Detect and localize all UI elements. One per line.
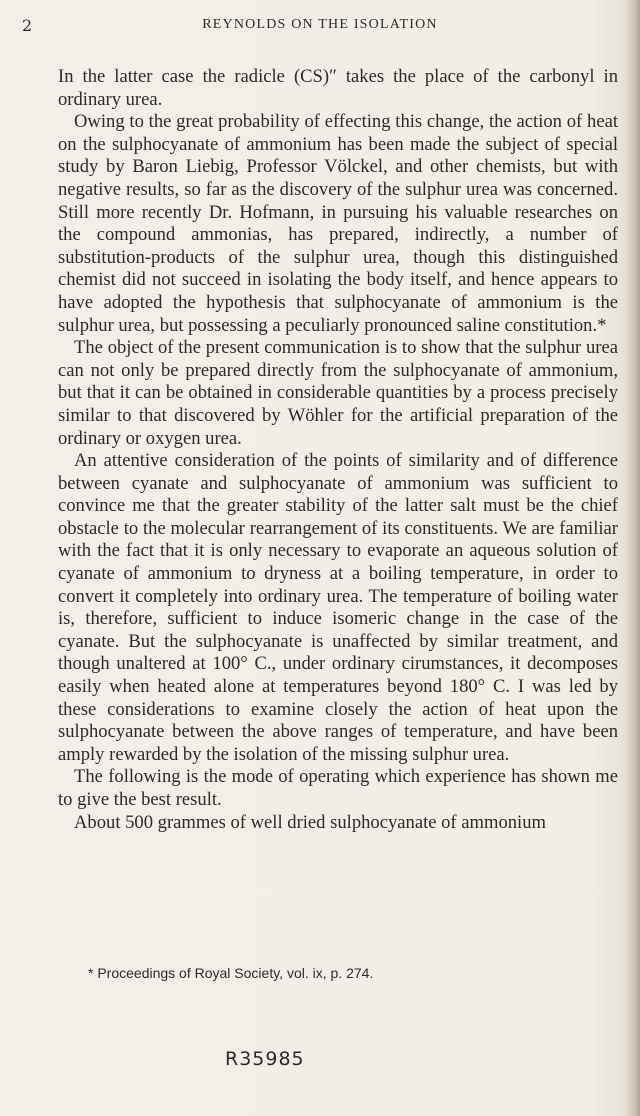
running-head: REYNOLDS ON THE ISOLATION: [202, 17, 438, 32]
paragraph-5: The following is the mode of operating which experience has shown me to give the best result.: [58, 766, 618, 810]
body-text: [58, 66, 618, 834]
library-shelfmark: R35985: [225, 1048, 305, 1070]
paragraph-1: In the latter case the radicle (CS)″ takes the place of the carbonyl in ordinary urea.: [58, 66, 618, 110]
page-edge-shadow: [626, 0, 640, 1116]
paragraph-3: The object of the present communication is to show that the sulphur urea can not only be prepared directly from the sulphocyanate of ammonium, but that it can be obtained in considerable quantities by a process precisely similar to that discovered by Wöhler for the artificial preparation of the ordinary or oxygen urea.: [58, 337, 618, 449]
paragraph-6: About 500 grammes of well dried sulphocyanate of ammonium: [74, 811, 546, 833]
footnote: * Proceedings of Royal Society, vol. ix, p. 274.: [88, 965, 374, 981]
page-number: 2: [22, 16, 33, 35]
paragraph-4: An attentive consideration of the points of similarity and of difference between cyanate and sulphocyanate of ammonium was sufficient to convince me that the greater stability of the latter salt must be the chief obstacle to the molecular rearrangement of its constituents. We are familiar with the fact that it is only necessary to evaporate an aqueous solution of cyanate of ammonium to dryness at a boiling temperature, in order to convert it completely into ordinary urea. The temperature of boiling water is, therefore, sufficient to induce isomeric change in the case of the cyanate. But the sulphocyanate is unaffected by similar treatment, and though unaltered at 100° C., under ordinary cirumstances, it decomposes easily when heated alone at temperatures beyond 180° C. I was led by these considerations to examine closely the action of heat upon the sulphocyanate between the above ranges of temperature, and have been amply rewarded by the isolation of the missing sulphur urea.: [58, 450, 618, 765]
paragraph-2: Owing to the great probability of effecting this change, the action of heat on the sulphocyanate of ammonium has been made the subject of special study by Baron Liebig, Professor Völckel, and other chemists, but with negative results, so far as the discovery of the sulphur urea was concerned. Still more recently Dr. Hofmann, in pursuing his valuable researches on the compound ammonias, has prepared, indirectly, a number of substitution-products of the sulphur urea, though this distinguished chemist did not succeed in isolating the body itself, and hence appears to have adopted the hypothesis that sulphocyanate of ammonium is the sulphur urea, but possessing a peculiarly pronounced saline constitution.*: [58, 111, 618, 336]
